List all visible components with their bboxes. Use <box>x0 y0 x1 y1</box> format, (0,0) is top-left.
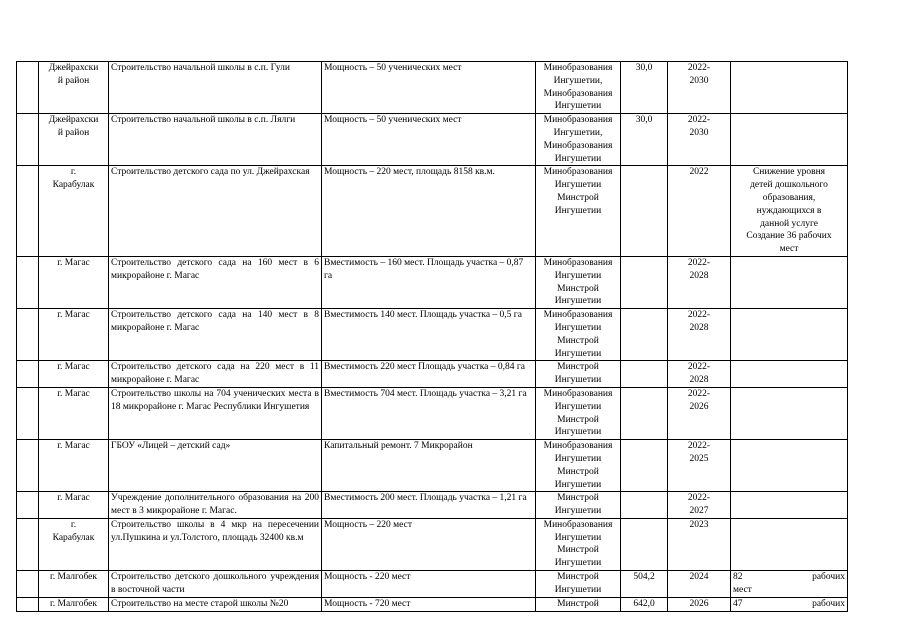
funding-cell: 30,0 <box>621 114 668 166</box>
funding-cell: 504,2 <box>621 571 668 598</box>
period-line: 2022 <box>689 167 709 178</box>
area-cell <box>39 114 109 166</box>
effect-line: нуждающихся в <box>756 205 822 216</box>
table-row <box>17 518 848 570</box>
responsible-line: Ингушетии <box>554 205 602 216</box>
responsible-line: Минобразования <box>543 441 613 452</box>
number-cell <box>17 361 39 388</box>
effect-cell <box>731 597 848 611</box>
period-cell <box>668 361 731 388</box>
responsible-line: Минобразования <box>543 257 613 268</box>
effect-cell <box>731 309 848 361</box>
responsible-line: Минстрой <box>557 598 599 609</box>
object-cell: Учреждение дополнительного образования на 200 мест в 3 микрорайоне г. Магас. <box>109 492 322 519</box>
area-line: Джейрахски <box>48 115 99 126</box>
responsible-cell <box>536 571 621 598</box>
number-cell <box>17 518 39 570</box>
responsible-line: Ингушетии <box>554 584 602 595</box>
period-line: 2022- <box>687 388 711 399</box>
period-cell <box>668 571 731 598</box>
area-line: Джейрахски <box>48 63 99 73</box>
object-cell: Строительство детского сада по ул. Джейрахская <box>109 166 322 257</box>
capacity-cell: Мощность – 220 мест <box>322 518 536 570</box>
number-cell <box>17 309 39 361</box>
responsible-line: Ингушетии <box>554 153 602 164</box>
responsible-line: Минобразования <box>543 519 613 530</box>
projects-table <box>16 61 848 612</box>
area-cell <box>39 361 109 388</box>
capacity-cell: Мощность – 50 ученических мест <box>322 114 536 166</box>
funding-cell <box>621 361 668 388</box>
table-row <box>17 114 848 166</box>
effect-line: Создание 36 рабочих <box>746 231 832 242</box>
period-line: 2023 <box>689 519 709 530</box>
responsible-line: Ингушетии, <box>553 75 603 86</box>
number-cell <box>17 440 39 492</box>
responsible-line: Минобразования <box>543 115 613 126</box>
capacity-cell: Вместимость 140 мест. Площадь участка – 0,5 га <box>322 309 536 361</box>
responsible-line: Минстрой <box>557 283 599 294</box>
table-row <box>17 62 848 114</box>
period-cell <box>668 518 731 570</box>
object-cell: Строительство детского дошкольного учреждения в восточной части <box>109 571 322 598</box>
period-line: 2028 <box>689 322 709 333</box>
responsible-line: Минстрой <box>557 335 599 346</box>
object-cell: Строительство детского сада на 220 мест в 11 микрорайоне г. Магас <box>109 361 322 388</box>
area-cell <box>39 387 109 439</box>
area-cell <box>39 518 109 570</box>
effect-line: 82 рабочих <box>733 572 845 583</box>
table-row <box>17 571 848 598</box>
area-cell <box>39 571 109 598</box>
capacity-cell: Вместимость 220 мест Площадь участка – 0,84 га <box>322 361 536 388</box>
responsible-cell <box>536 256 621 308</box>
effect-cell <box>731 440 848 492</box>
funding-cell <box>621 440 668 492</box>
effect-cell <box>731 518 848 570</box>
funding-cell <box>621 309 668 361</box>
table-row <box>17 309 848 361</box>
area-line: г. Магас <box>57 441 90 452</box>
area-line: й район <box>57 75 90 86</box>
responsible-line: Ингушетии <box>554 506 602 517</box>
responsible-line: Минстрой <box>557 414 599 425</box>
responsible-line: Минобразования <box>543 310 613 321</box>
period-line: 2028 <box>689 375 709 386</box>
responsible-cell <box>536 114 621 166</box>
effect-line: 47 рабочих <box>733 598 845 609</box>
period-cell <box>668 166 731 257</box>
responsible-line: Ингушетии <box>554 180 602 191</box>
responsible-cell <box>536 387 621 439</box>
responsible-line: Минстрой <box>557 545 599 556</box>
effect-line: мест <box>779 244 799 255</box>
responsible-cell <box>536 518 621 570</box>
area-line: Карабулак <box>52 532 95 543</box>
effect-line: образования, <box>762 192 816 203</box>
responsible-line: Минобразования <box>543 140 613 151</box>
funding-cell: 30,0 <box>621 62 668 114</box>
capacity-cell: Вместимость 200 мест. Площадь участка – 1,21 га <box>322 492 536 519</box>
effect-line: мест <box>733 584 752 595</box>
effect-cell <box>731 492 848 519</box>
capacity-cell: Мощность - 720 мест <box>322 597 536 611</box>
area-line: Карабулак <box>52 180 95 191</box>
number-cell <box>17 114 39 166</box>
area-cell <box>39 166 109 257</box>
area-line: г. Магас <box>57 257 90 268</box>
responsible-cell <box>536 361 621 388</box>
object-cell: Строительство детского сада на 160 мест в 6 микрорайоне г. Магас <box>109 256 322 308</box>
responsible-line: Минобразования <box>543 388 613 399</box>
responsible-line: Ингушетии <box>554 101 602 112</box>
responsible-line: Минстрой <box>557 572 599 583</box>
period-cell <box>668 309 731 361</box>
object-cell: Строительство детского сада на 140 мест в 8 микрорайоне г. Магас <box>109 309 322 361</box>
funding-cell: 642,0 <box>621 597 668 611</box>
responsible-line: Минстрой <box>557 192 599 203</box>
funding-cell <box>621 166 668 257</box>
effect-cell <box>731 114 848 166</box>
period-cell <box>668 62 731 114</box>
period-line: 2030 <box>689 127 709 138</box>
area-cell <box>39 256 109 308</box>
responsible-cell <box>536 440 621 492</box>
capacity-cell: Вместимость – 160 мест. Площадь участка – 0,87 га <box>322 256 536 308</box>
responsible-line: Ингушетии <box>554 348 602 359</box>
object-cell: Строительство школы в 4 мкр на пересечении ул.Пушкина и ул.Толстого, площадь 32400 кв.м <box>109 518 322 570</box>
responsible-line: Ингушетии <box>554 532 602 543</box>
object-cell: Строительство начальной школы в с.п. Лялги <box>109 114 322 166</box>
object-cell: Строительство начальной школы в с.п. Гули <box>109 62 322 114</box>
capacity-cell: Мощность - 220 мест <box>322 571 536 598</box>
area-line: г. <box>70 519 77 530</box>
object-cell: ГБОУ «Лицей – детский сад» <box>109 440 322 492</box>
responsible-line: Ингушетии <box>554 375 602 386</box>
period-line: 2025 <box>689 453 709 464</box>
period-line: 2022- <box>687 362 711 373</box>
funding-cell <box>621 387 668 439</box>
responsible-cell <box>536 597 621 611</box>
table-row <box>17 166 848 257</box>
effect-cell <box>731 571 848 598</box>
object-cell: Строительство школы на 704 ученических места в 18 микрорайоне г. Магас Республики Ингушетия <box>109 387 322 439</box>
responsible-line: Минстрой <box>557 493 599 504</box>
area-cell <box>39 492 109 519</box>
area-line: г. Магас <box>57 388 90 399</box>
responsible-cell <box>536 166 621 257</box>
funding-cell <box>621 256 668 308</box>
number-cell <box>17 597 39 611</box>
period-line: 2028 <box>689 270 709 281</box>
period-line: 2022- <box>687 310 711 321</box>
number-cell <box>17 166 39 257</box>
period-line: 2026 <box>689 598 709 609</box>
effect-cell <box>731 361 848 388</box>
responsible-cell <box>536 309 621 361</box>
funding-cell <box>621 518 668 570</box>
effect-cell <box>731 387 848 439</box>
area-line: г. Магас <box>57 493 90 504</box>
period-cell <box>668 114 731 166</box>
area-cell <box>39 309 109 361</box>
area-line: г. Малгобек <box>49 572 97 583</box>
capacity-cell: Мощность – 50 ученических мест <box>322 62 536 114</box>
responsible-cell <box>536 62 621 114</box>
capacity-cell: Мощность – 220 мест, площадь 8158 кв.м. <box>322 166 536 257</box>
effect-line: данной услуге <box>760 218 818 229</box>
period-cell <box>668 440 731 492</box>
responsible-line: Ингушетии <box>554 322 602 333</box>
period-line: 2030 <box>689 75 709 86</box>
area-line: й район <box>57 127 90 138</box>
number-cell <box>17 571 39 598</box>
period-cell <box>668 597 731 611</box>
area-line: г. Малгобек <box>49 598 97 609</box>
table-body <box>17 62 848 612</box>
effect-cell <box>731 62 848 114</box>
area-line: г. <box>70 167 77 178</box>
number-cell <box>17 62 39 114</box>
table-row <box>17 256 848 308</box>
responsible-line: Минобразования <box>543 88 613 99</box>
responsible-line: Минобразования <box>543 63 613 73</box>
area-cell <box>39 597 109 611</box>
table-row <box>17 597 848 611</box>
responsible-line: Ингушетии <box>554 453 602 464</box>
capacity-cell: Капитальный ремонт. 7 Микрорайон <box>322 440 536 492</box>
responsible-line: Ингушетии <box>554 401 602 412</box>
responsible-line: Ингушетии <box>554 427 602 438</box>
area-line: г. Магас <box>57 310 90 321</box>
effect-line: Снижение уровня <box>752 167 826 178</box>
period-cell <box>668 256 731 308</box>
period-line: 2022- <box>687 115 711 126</box>
number-cell <box>17 492 39 519</box>
funding-cell <box>621 492 668 519</box>
period-line: 2022- <box>687 63 711 73</box>
period-line: 2024 <box>689 572 709 583</box>
table-row <box>17 492 848 519</box>
effect-cell <box>731 166 848 257</box>
responsible-line: Ингушетии <box>554 296 602 307</box>
area-cell <box>39 440 109 492</box>
period-line: 2022- <box>687 493 711 504</box>
responsible-line: Ингушетии <box>554 270 602 281</box>
object-cell: Строительство на месте старой школы №20 <box>109 597 322 611</box>
area-cell <box>39 62 109 114</box>
period-line: 2022- <box>687 441 711 452</box>
period-cell <box>668 387 731 439</box>
effect-cell <box>731 256 848 308</box>
responsible-line: Ингушетии <box>554 479 602 490</box>
number-cell <box>17 256 39 308</box>
period-cell <box>668 492 731 519</box>
area-line: г. Магас <box>57 362 90 373</box>
period-line: 2026 <box>689 401 709 412</box>
responsible-line: Минобразования <box>543 167 613 178</box>
number-cell <box>17 387 39 439</box>
responsible-line: Ингушетии <box>554 558 602 569</box>
responsible-line: Ингушетии, <box>553 127 603 138</box>
capacity-cell: Вместимость 704 мест. Площадь участка – 3,21 га <box>322 387 536 439</box>
period-line: 2027 <box>689 506 709 517</box>
responsible-line: Минстрой <box>557 362 599 373</box>
responsible-cell <box>536 492 621 519</box>
responsible-line: Минстрой <box>557 466 599 477</box>
table-row <box>17 440 848 492</box>
table-row <box>17 361 848 388</box>
effect-line: детей дошкольного <box>750 180 828 191</box>
period-line: 2022- <box>687 257 711 268</box>
table-row <box>17 387 848 439</box>
